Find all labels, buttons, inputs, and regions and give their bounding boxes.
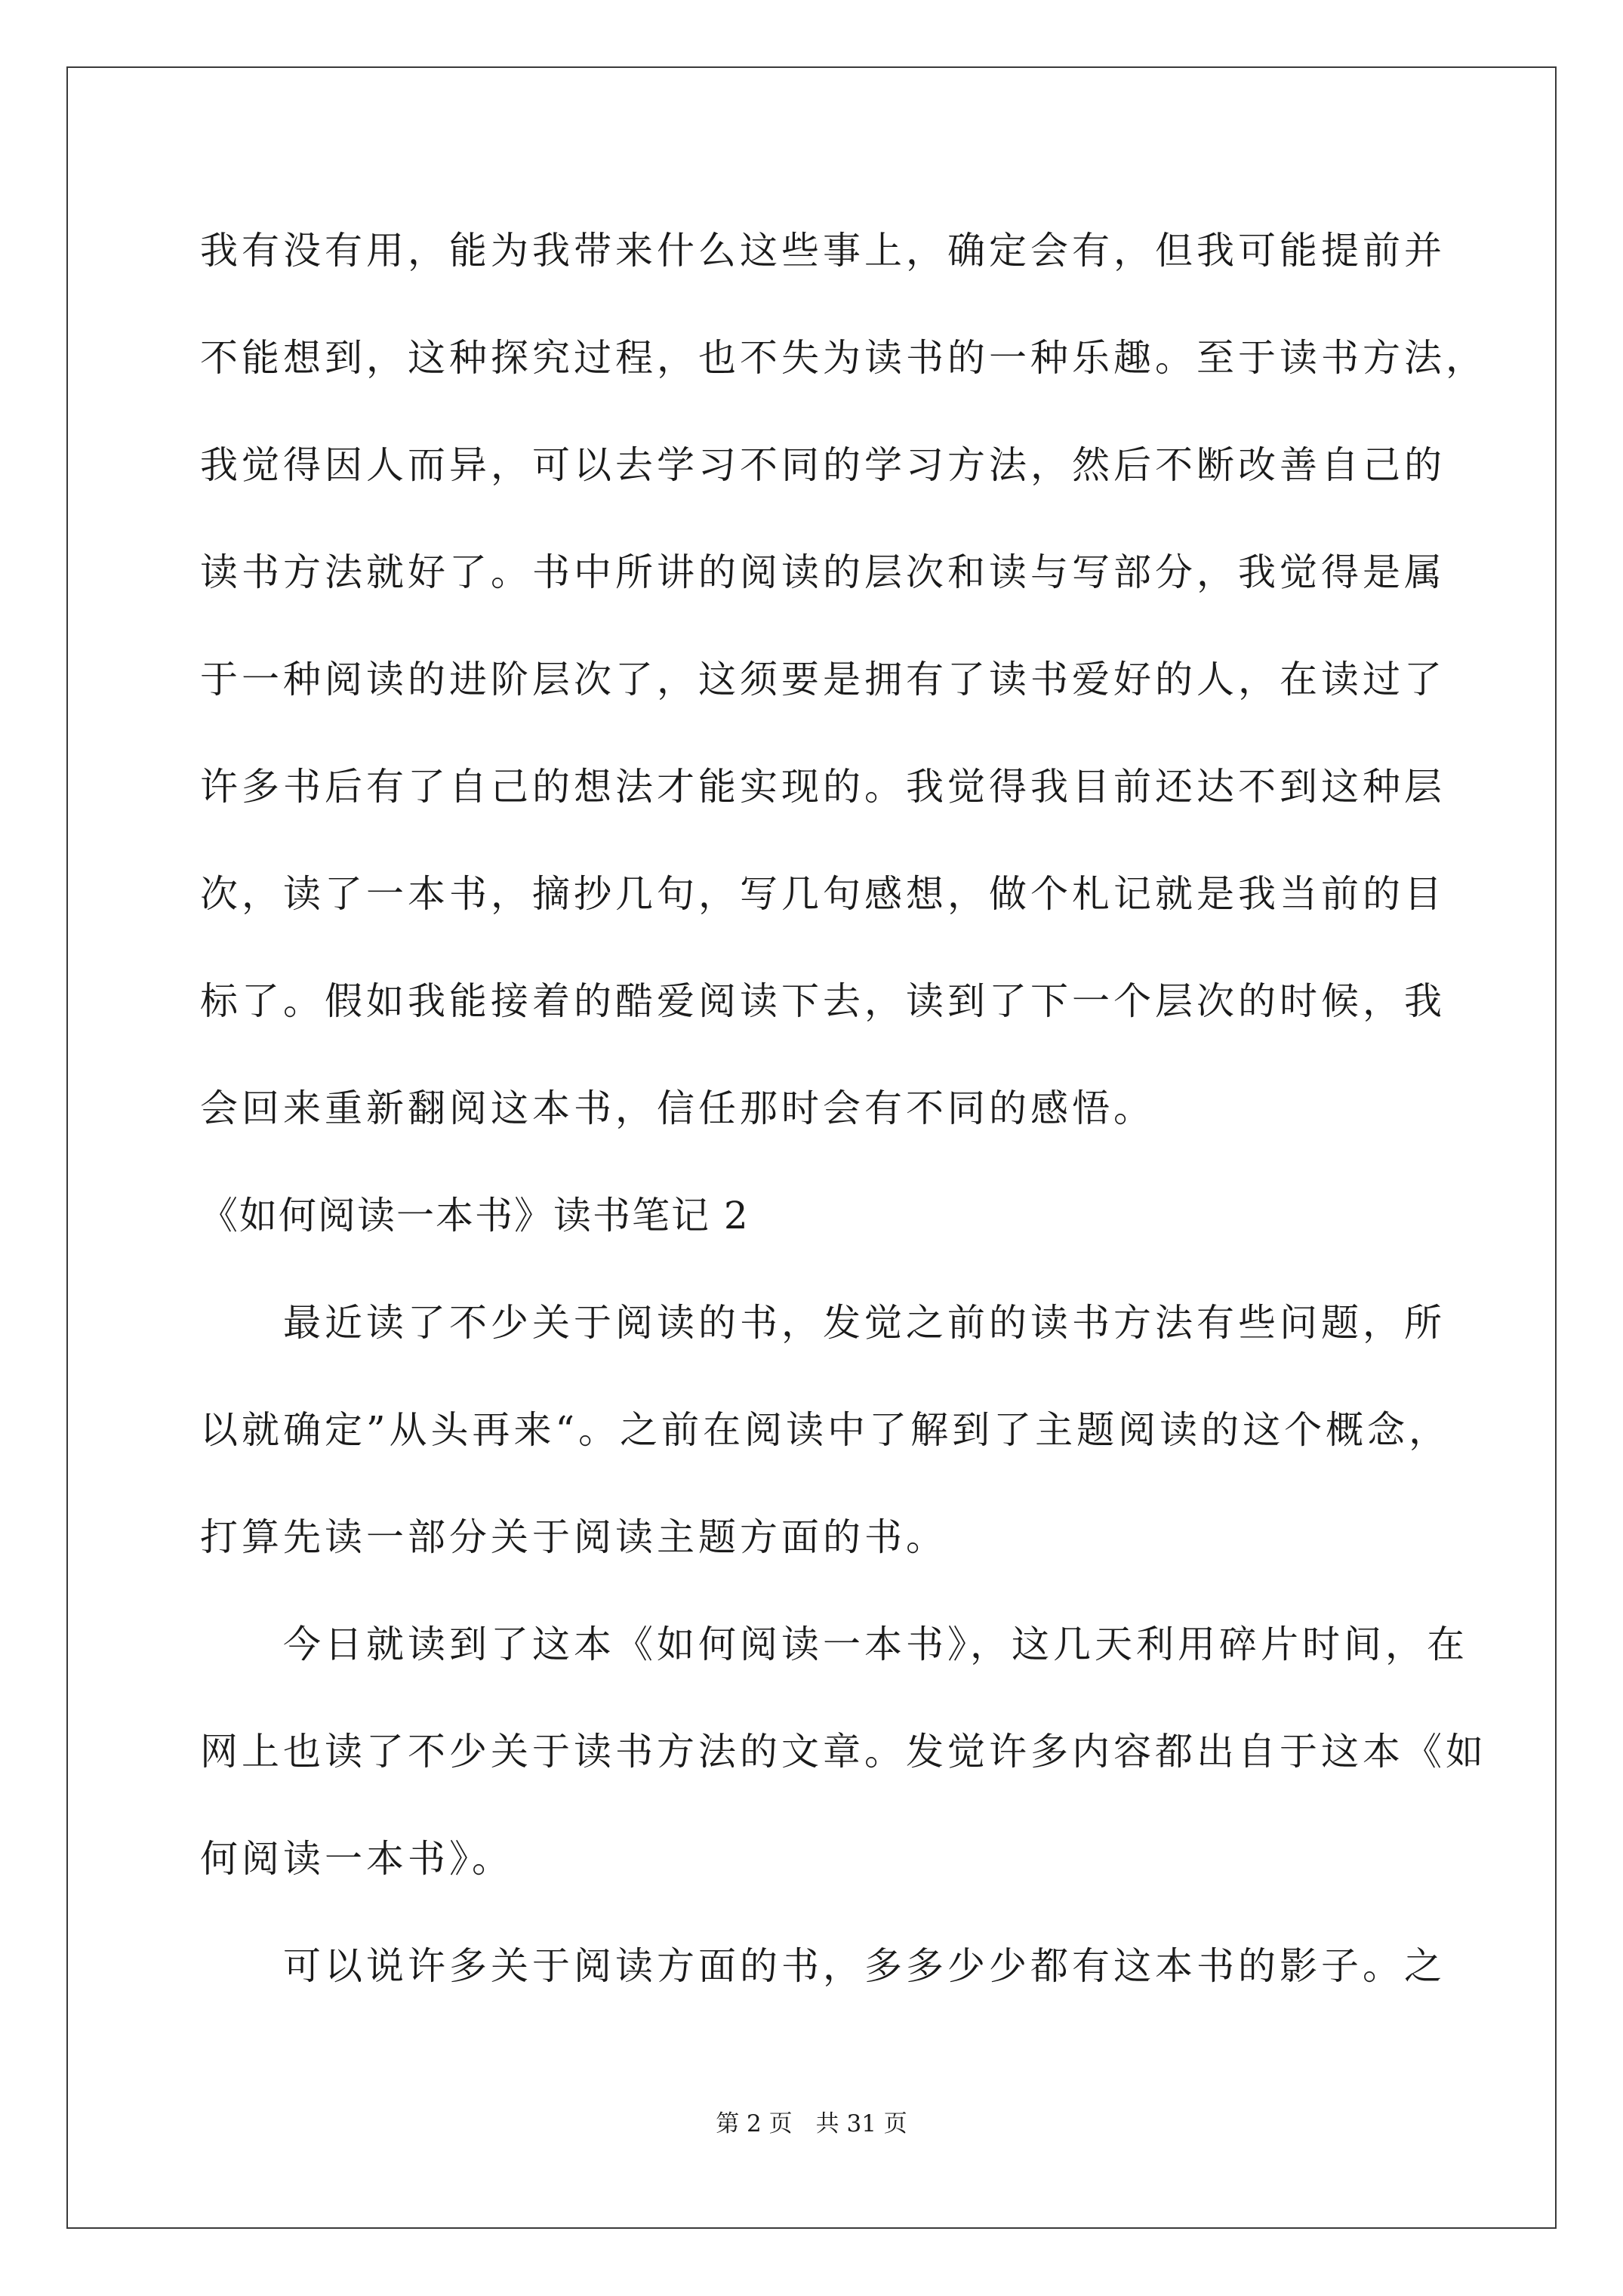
paragraph-line: 读书方法就好了。书中所讲的阅读的层次和读与写部分，我觉得是属 (200, 550, 1446, 594)
paragraph-line: 网上也读了不少关于读书方法的文章。发觉许多内容都出自于这本《如 (200, 1730, 1487, 1774)
paragraph-line: 我有没有用，能为我带来什么这些事上，确定会有，但我可能提前并 (200, 229, 1446, 273)
paragraph-line: 最近读了不少关于阅读的书，发觉之前的读书方法有些问题，所 (200, 1301, 1446, 1345)
page-number-footer: 第 2 页 共 31 页 (716, 2110, 907, 2137)
paragraph-line: 会回来重新翻阅这本书，信任那时会有不同的感悟。 (200, 1086, 1155, 1130)
paragraph-line: 不能想到，这种探究过程，也不失为读书的一种乐趣。至于读书方法， (200, 336, 1487, 380)
page-border (66, 66, 1557, 2229)
paragraph-line: 我觉得因人而异，可以去学习不同的学习方法，然后不断改善自己的 (200, 443, 1446, 487)
paragraph-line: 打算先读一部分关于阅读主题方面的书。 (200, 1515, 947, 1559)
paragraph-line: 于一种阅读的进阶层次了，这须要是拥有了读书爱好的人，在读过了 (200, 658, 1446, 701)
paragraph-line: 以就确定”从头再来“。之前在阅读中了解到了主题阅读的这个概念， (200, 1408, 1451, 1452)
paragraph-line: 可以说许多关于阅读方面的书，多多少少都有这本书的影子。之 (200, 1944, 1446, 1988)
paragraph-line: 今日就读到了这本《如何阅读一本书》，这几天利用碎片时间，在 (200, 1623, 1468, 1666)
paragraph-line: 次，读了一本书，摘抄几句，写几句感想，做个札记就是我当前的目 (200, 872, 1446, 916)
paragraph-line: 标了。假如我能接着的酷爱阅读下去，读到了下一个层次的时候，我 (200, 979, 1446, 1023)
section-heading: 《如何阅读一本书》读书笔记 2 (200, 1194, 750, 1237)
paragraph-line: 许多书后有了自己的想法才能实现的。我觉得我目前还达不到这种层 (200, 765, 1446, 809)
paragraph-line: 何阅读一本书》。 (200, 1837, 513, 1881)
